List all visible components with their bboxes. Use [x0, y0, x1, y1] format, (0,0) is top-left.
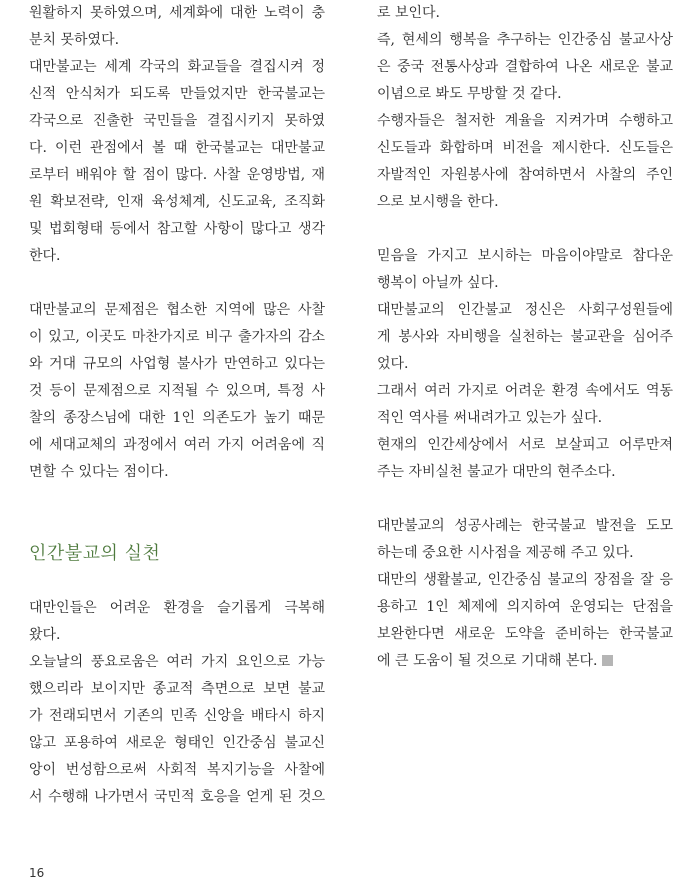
text-line: 즉, 현세의 행복을 추구하는 인간중심 불교사상 — [377, 32, 673, 48]
text-line: 현재의 인간세상에서 서로 보살피고 어루만져 — [377, 437, 673, 453]
right-column — [377, 0, 673, 675]
left-top-text — [29, 0, 325, 486]
text-line: 보완한다면 새로운 도약을 준비하는 한국불교 — [377, 626, 673, 642]
text-line: 으로 보시행을 한다. — [377, 194, 499, 210]
text-line: 와 거대 규모의 사업형 불사가 만연하고 있다는 — [29, 356, 325, 372]
text-line: 다. 이런 관점에서 볼 때 한국불교는 대만불교 — [29, 140, 325, 156]
text-line: 은 중국 전통사상과 결합하여 나온 새로운 불교 — [377, 59, 673, 75]
text-line: 않고 포용하여 새로운 형태인 인간중심 불교신 — [29, 735, 325, 751]
text-line: 가 전래되면서 기존의 민족 신앙을 배타시 하지 — [29, 708, 325, 724]
final-sentence: 에 큰 도움이 될 것으로 기대해 본다. — [377, 653, 598, 669]
text-line: 게 봉사와 자비행을 실천하는 불교관을 심어주 — [377, 329, 673, 345]
text-line: 서 수행해 나가면서 국민적 호응을 얻게 된 것으 — [29, 789, 325, 805]
text-line: 한다. — [29, 248, 61, 264]
text-line: 에 세대교체의 과정에서 여러 가지 어려움에 직 — [29, 437, 325, 453]
text-line: 신도들과 화합하며 비전을 제시한다. 신도들은 — [377, 140, 673, 156]
text-line: 대만불교의 성공사례는 한국불교 발전을 도모 — [377, 518, 673, 534]
text-line: 오늘날의 풍요로움은 여러 가지 요인으로 가능 — [29, 654, 325, 670]
text-line: 적인 역사를 써내려가고 있는가 싶다. — [377, 410, 603, 426]
text-line: 왔다. — [29, 627, 61, 643]
text-line: 원 확보전략, 인재 육성체계, 신도교육, 조직화 — [29, 194, 325, 210]
paragraph-gap — [377, 216, 673, 243]
paragraph-gap — [29, 270, 325, 297]
text-line: 대만불교는 세계 각국의 화교들을 결집시켜 정 — [29, 59, 325, 75]
text-line: 하는데 중요한 시사점을 제공해 주고 있다. — [377, 545, 634, 561]
text-line: 주는 자비실천 불교가 대만의 현주소다. — [377, 464, 616, 480]
text-line: 대만불교의 문제점은 협소한 지역에 많은 사찰 — [29, 302, 325, 318]
end-mark-icon — [602, 655, 613, 666]
text-line: 로부터 배워야 할 점이 많다. 사찰 운영방법, 재 — [29, 167, 325, 183]
text-line: 그래서 여러 가지로 어려운 환경 속에서도 역동 — [377, 383, 673, 399]
text-line: 면할 수 있다는 점이다. — [29, 464, 169, 480]
text-line: 믿음을 가지고 보시하는 마음이야말로 참다운 — [377, 248, 673, 264]
text-line: 했으리라 보이지만 종교적 측면으로 보면 불교 — [29, 681, 325, 697]
text-line: 신적 안식처가 되도록 만들었지만 한국불교는 — [29, 86, 325, 102]
text-line: 자발적인 자원봉사에 참여하면서 사찰의 주인 — [377, 167, 673, 183]
text-line: 이념으로 봐도 무방할 것 같다. — [377, 86, 562, 102]
text-line: 대만불교의 인간불교 정신은 사회구성원들에 — [377, 302, 673, 318]
text-line: 대만의 생활불교, 인간중심 불교의 장점을 잘 응 — [377, 572, 673, 588]
section-title: 인간불교의 실천 — [29, 543, 161, 564]
text-line: 것 등이 문제점으로 지적될 수 있으며, 특정 사 — [29, 383, 325, 399]
text-line: 행복이 아닐까 싶다. — [377, 275, 499, 291]
text-line: 로 보인다. — [377, 5, 440, 21]
text-line: 각국으로 진출한 국민들을 결집시키지 못하였 — [29, 113, 325, 129]
text-line: 었다. — [377, 356, 409, 372]
text-line: 수행자들은 철저한 계율을 지켜가며 수행하고 — [377, 113, 673, 129]
text-line: 앙이 번성함으로써 사회적 복지기능을 사찰에 — [29, 762, 325, 778]
text-line: 원활하지 못하였으며, 세계화에 대한 노력이 충 — [29, 5, 325, 21]
text-line: 및 법회형태 등에서 참고할 사항이 많다고 생각 — [29, 221, 325, 237]
paragraph-gap — [377, 486, 673, 513]
text-line: 분치 못하였다. — [29, 32, 120, 48]
page-number: 16 — [29, 866, 45, 880]
text-line: 찰의 종장스님에 대한 1인 의존도가 높기 때문 — [29, 410, 325, 426]
text-line: 이 있고, 이곳도 마찬가지로 비구 출가자의 감소 — [29, 329, 325, 345]
left-bottom-text — [29, 595, 325, 811]
text-line: 용하고 1인 체제에 의지하여 운영되는 단점을 — [377, 599, 673, 615]
text-line: 대만인들은 어려운 환경을 슬기롭게 극복해 — [29, 600, 325, 616]
text-line-final — [377, 648, 673, 675]
